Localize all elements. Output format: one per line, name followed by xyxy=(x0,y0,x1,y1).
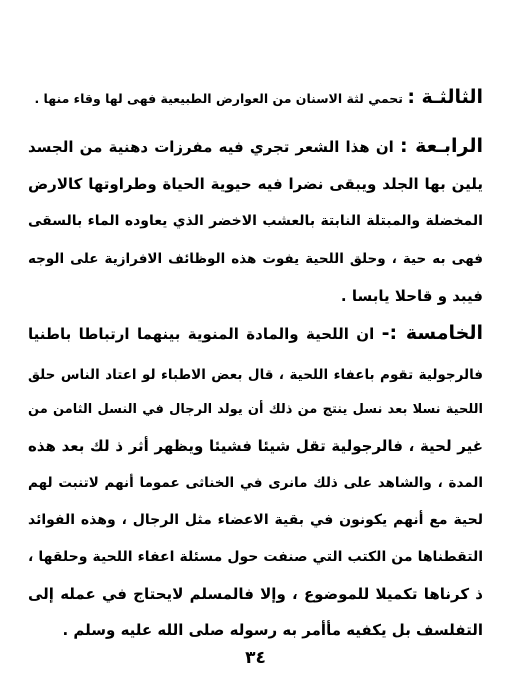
paragraph-fifth-line-8: ذ كرناها تكميلا للموضوع ، وإلا فالمسلم لايحتاج في عمله إلى xyxy=(28,585,483,603)
paragraph-fifth-heading: الخامسة :- xyxy=(381,322,483,344)
paragraph-fourth-line-4: فهى به حية ، وحلق اللحية يفوت هذه الوظائف الافرازية على الوجه xyxy=(28,251,483,267)
paragraph-fifth-text: ان اللحية والمادة المنوية بينهما ارتباطا باطنيا xyxy=(28,325,375,343)
paragraph-fifth-line-3: اللحية نسلا بعد نسل ينتج من ذلك أن يولد الرجال في النسل الثامن من xyxy=(28,402,483,417)
page-number: ٣٤ xyxy=(245,648,266,668)
paragraph-fifth-line-7: التقطناها من الكتب التي صنفت حول مسئلة اعفاء اللحية وحلقها ، xyxy=(28,549,483,565)
paragraph-third-text: تحمي لثة الاسنان من العوارض الطبيعية فهى لها وقاء منها . xyxy=(34,91,403,106)
paragraph-fifth-line-6: لحية مع أنهم يكونون في بقية الاعضاء مثل الرجال ، وهذه الفوائد xyxy=(28,512,483,528)
paragraph-fifth-line-4: غير لحية ، فالرجولية تقل شيئا فشيئا ويظهر أثر ذ لك بعد هذه xyxy=(28,437,483,455)
paragraph-fifth-line-2: فالرجولية تقوم باعفاء اللحية ، قال بعض الاطباء لو اعتاد الناس حلق xyxy=(28,367,483,383)
paragraph-fourth-line-3: المخضلة والمبتلة النابتة بالعشب الاخضر الذي يعاوده الماء بالسقى xyxy=(28,213,483,229)
paragraph-fourth-line-1 xyxy=(28,135,483,158)
paragraph-fifth-line-9: التفلسف بل يكفيه مأأمر به رسوله صلى الله عليه وسلم . xyxy=(62,621,483,639)
paragraph-fourth-heading: الرابـعة : xyxy=(399,135,483,157)
paragraph-fourth-line-2: يلين بها الجلد ويبقى نضرا فيه حيوية الحياة وطراوتها كالارض xyxy=(28,175,483,193)
paragraph-fourth-line-5: فيبد و قاحلا يابسا . xyxy=(340,287,483,305)
paragraph-third-heading: الثالثـة : xyxy=(407,86,483,108)
paragraph-fourth-text: ان هذا الشعر تجري فيه مفرزات دهنية من الجسد xyxy=(28,138,394,156)
paragraph-fifth-line-1 xyxy=(28,322,483,345)
paragraph-third-line-1 xyxy=(28,86,483,110)
paragraph-fifth-line-5: المدة ، والشاهد على ذلك مانرى في الخناثى عموما أنهم لاتنبت لهم xyxy=(28,475,483,491)
